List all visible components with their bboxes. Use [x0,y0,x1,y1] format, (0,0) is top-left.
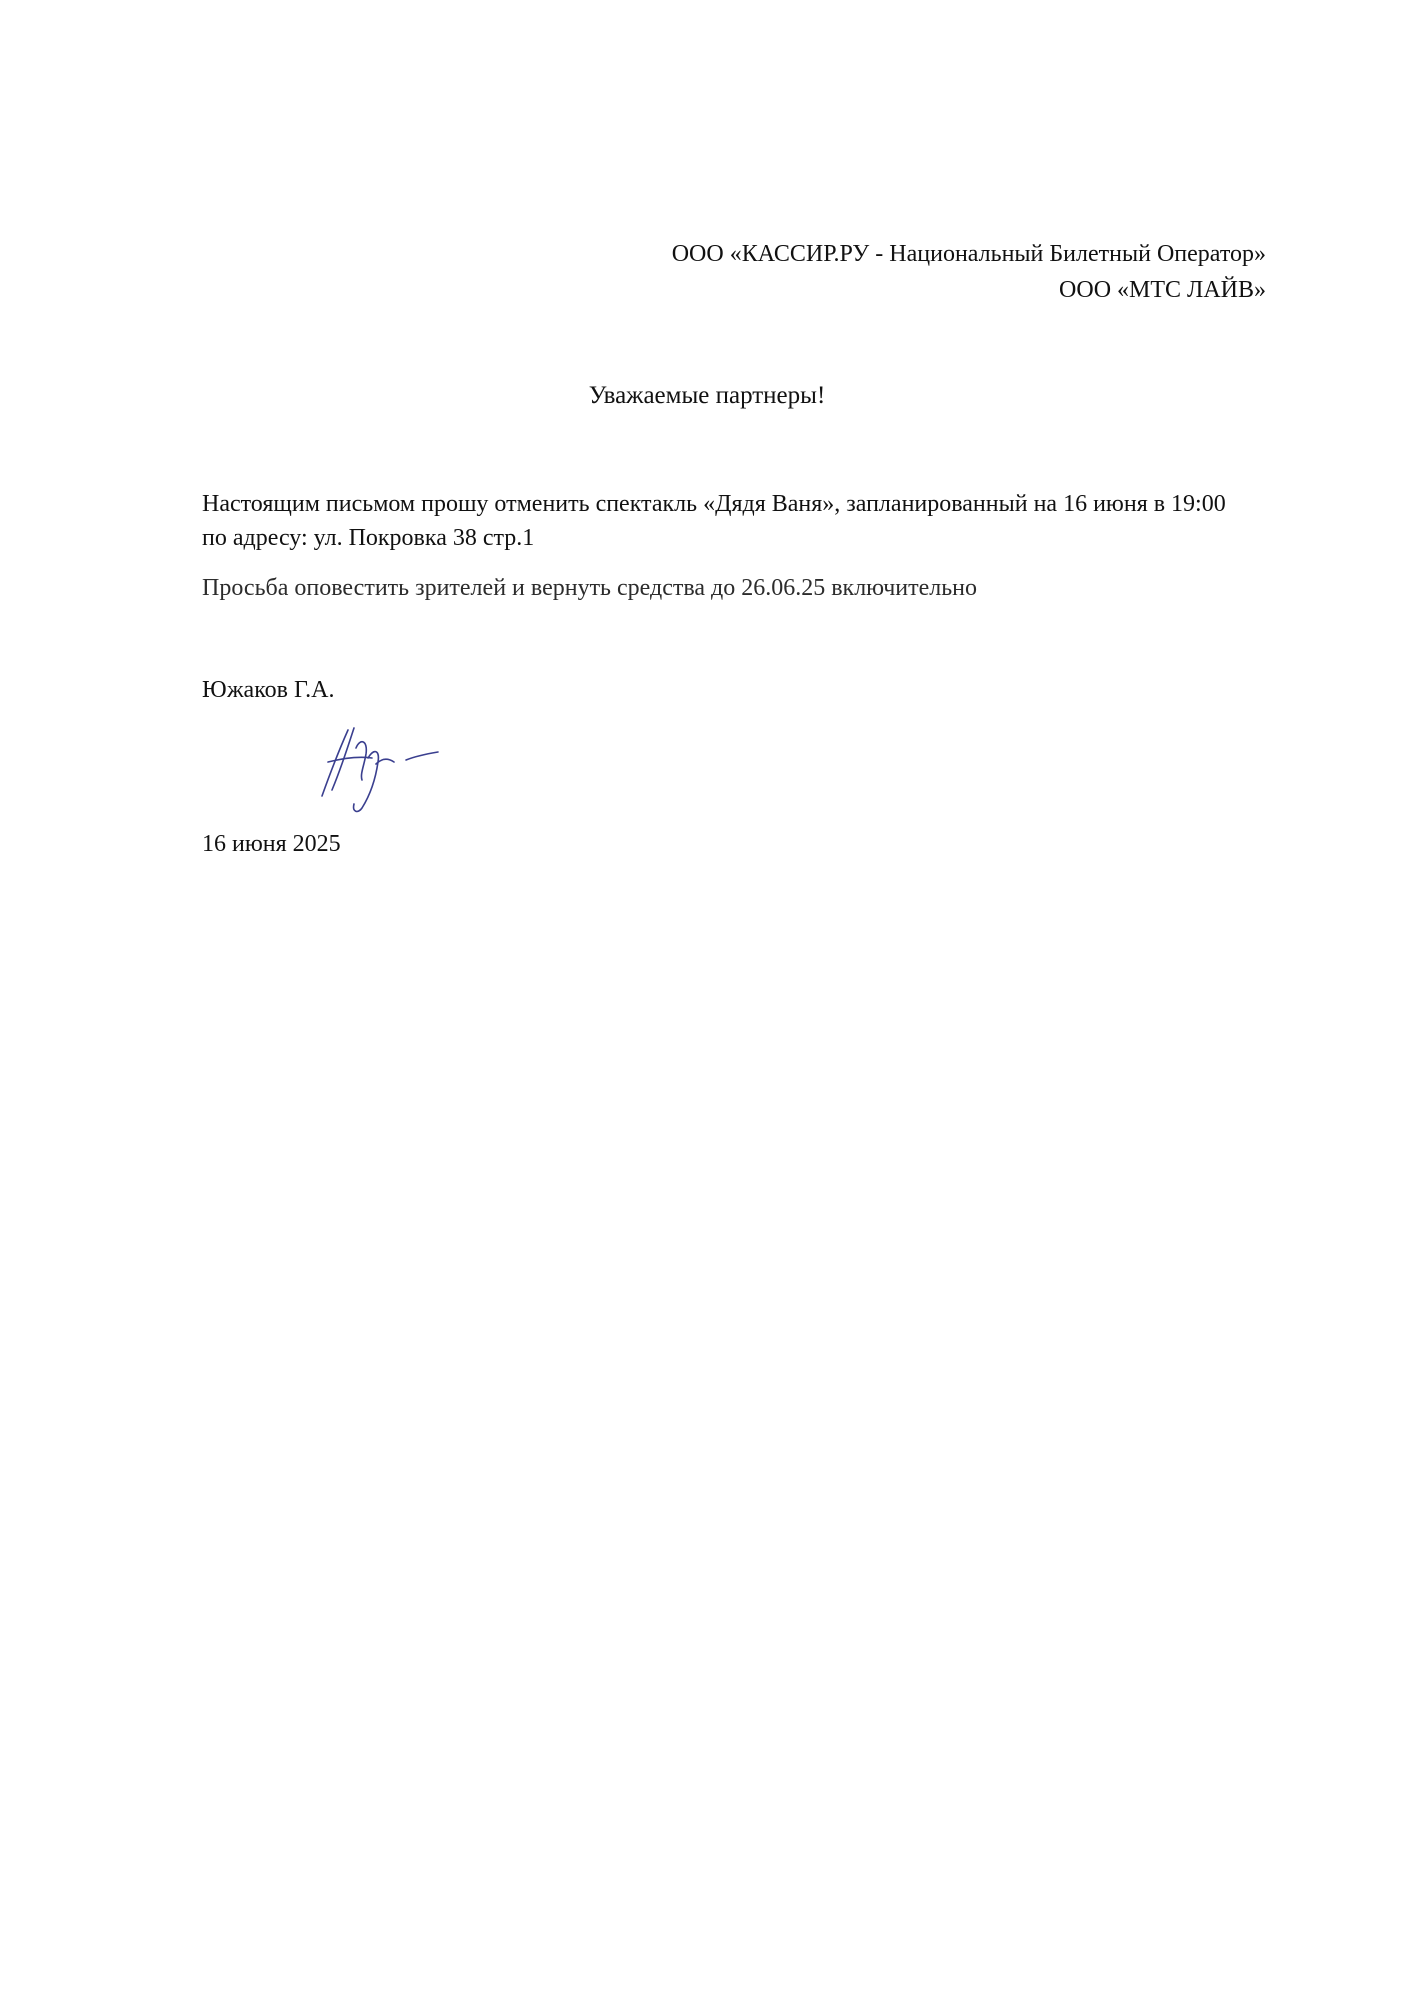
addressee-line-1: ООО «КАССИР.РУ - Национальный Билетный Оператор» [671,241,1266,267]
signature-icon [310,718,450,818]
body-paragraph-line-2: по адресу: ул. Покровка 38 стр.1 [202,525,535,551]
body-paragraph-request: Просьба оповестить зрителей и вернуть средства до 26.06.25 включительно [202,575,978,601]
body-paragraph-line-1: Настоящим письмом прошу отменить спектакль «Дядя Ваня», запланированный на 16 июня в 19:00 [202,491,1226,517]
greeting: Уважаемые партнеры! [588,382,826,409]
addressee-line-2: ООО «МТС ЛАЙВ» [1059,277,1266,303]
signatory-name: Южаков Г.А. [202,677,335,703]
letter-date: 16 июня 2025 [202,831,341,857]
